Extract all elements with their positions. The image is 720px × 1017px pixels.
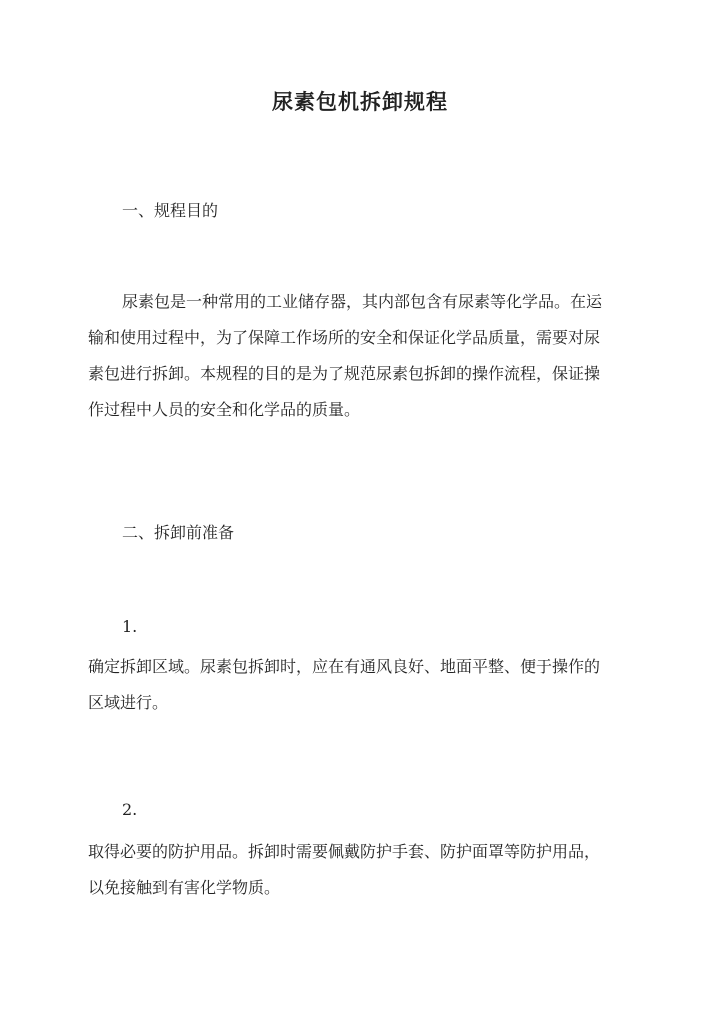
document-title: 尿素包机拆卸规程 <box>272 89 448 114</box>
list-item-number: 2. <box>122 800 138 819</box>
paragraph-line: 确定拆卸区域。尿素包拆卸时，应在有通风良好、地面平整、便于操作的 <box>88 657 601 676</box>
paragraph-line: 区域进行。 <box>88 693 169 712</box>
purpose-paragraph <box>88 284 634 428</box>
list-item-text <box>88 834 634 906</box>
section-heading-purpose: 一、规程目的 <box>122 201 219 220</box>
paragraph-line: 输和使用过程中，为了保障工作场所的安全和保证化学品质量，需要对尿 <box>88 328 601 347</box>
paragraph-line: 尿素包是一种常用的工业储存器，其内部包含有尿素等化学品。在运 <box>122 292 603 311</box>
list-item-number: 1. <box>122 617 138 636</box>
paragraph-line: 作过程中人员的安全和化学品的质量。 <box>88 400 361 419</box>
paragraph-line: 素包进行拆卸。本规程的目的是为了规范尿素包拆卸的操作流程，保证操 <box>88 364 601 383</box>
section-heading-preparation: 二、拆卸前准备 <box>122 523 235 542</box>
paragraph-line: 取得必要的防护用品。拆卸时需要佩戴防护手套、防护面罩等防护用品， <box>88 842 601 861</box>
paragraph-line: 以免接触到有害化学物质。 <box>88 878 281 897</box>
list-item-text <box>88 649 634 721</box>
